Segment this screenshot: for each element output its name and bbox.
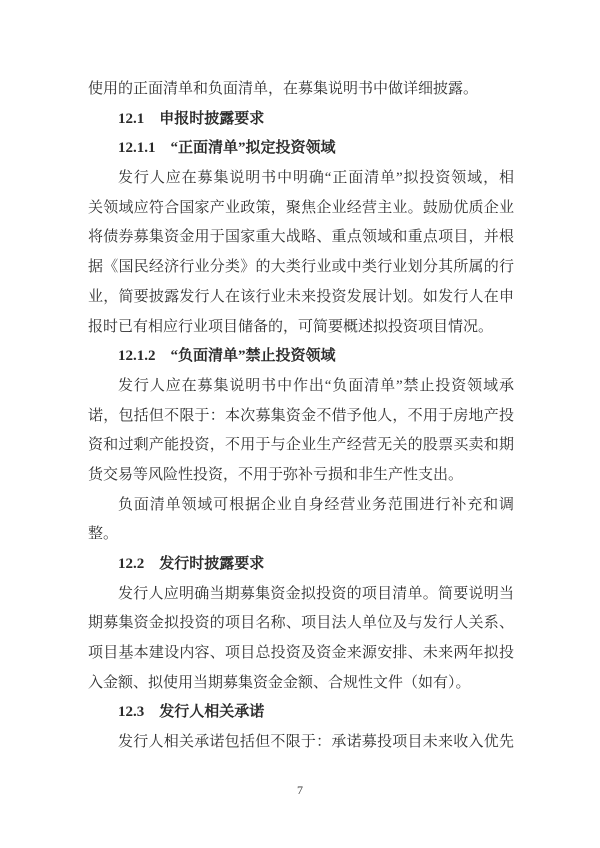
section-heading: 12.1 申报时披露要求: [118, 110, 265, 127]
text-line: 发行人应在募集说明书中明确“正面清单”拟投资领域，相: [118, 170, 514, 187]
text-line: 业，简要披露发行人在该行业未来投资发展计划。如发行人在申: [88, 288, 514, 305]
text-line: 项目基本建设内容、项目总投资及资金来源安排、未来两年拟投: [88, 645, 514, 662]
text-line: 货交易等风险性投资，不用于弥补亏损和非生产性支出。: [88, 466, 464, 483]
text-line: 期募集资金拟投资的项目名称、项目法人单位及与发行人关系、: [88, 615, 514, 632]
text-line: 报时已有相应行业项目储备的，可简要概述拟投资项目情况。: [88, 318, 494, 335]
text-line: 发行人相关承诺包括但不限于：承诺募投项目未来收入优先: [118, 734, 514, 751]
section-heading: 12.2 发行时披露要求: [118, 556, 265, 572]
section-heading: 12.3 发行人相关承诺: [118, 704, 265, 721]
text-line: 据《国民经济行业分类》的大类行业或中类行业划分其所属的行: [88, 259, 514, 276]
section-heading: 12.1.2 “负面清单”禁止投资领域: [118, 348, 336, 365]
text-line: 关领域应符合国家产业政策，聚焦企业经营主业。鼓励优质企业: [88, 199, 514, 216]
page-number: 7: [297, 783, 303, 797]
text-line: 入金额、拟使用当期募集资金金额、合规性文件（如有）。: [88, 674, 471, 691]
text-line: 整。: [88, 526, 119, 543]
document-body: [88, 75, 514, 758]
text-line: 使用的正面清单和负面清单，在募集说明书中做详细披露。: [88, 81, 479, 97]
text-line: 发行人应在募集说明书中作出“负面清单”禁止投资领域承: [118, 377, 514, 394]
text-line: 将债券募集资金用于国家重大战略、重点领域和重点项目，并根: [88, 229, 514, 246]
page-footer: [0, 780, 600, 800]
text-line: 负面清单领域可根据企业自身经营业务范围进行补充和调: [118, 496, 514, 513]
text-line: 诺，包括但不限于：本次募集资金不借予他人，不用于房地产投: [88, 407, 514, 424]
section-heading: 12.1.1 “正面清单”拟定投资领域: [118, 140, 336, 157]
text-line: 资和过剩产能投资，不用于与企业生产经营无关的股票买卖和期: [88, 437, 514, 454]
text-line: 发行人应明确当期募集资金拟投资的项目清单。简要说明当: [118, 585, 514, 602]
